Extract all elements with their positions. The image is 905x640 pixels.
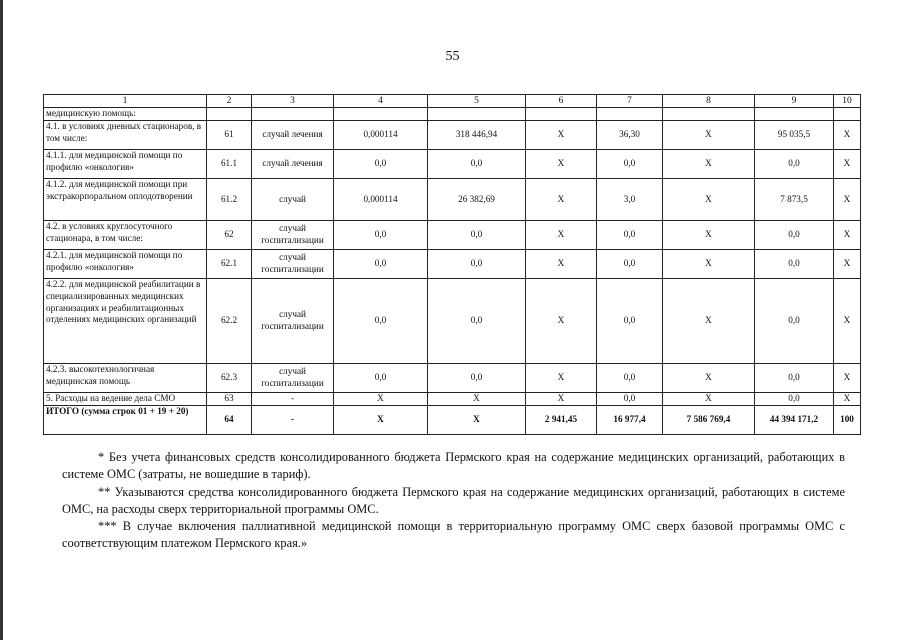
table-cell: X [334,393,428,406]
table-cell: 44 394 171,2 [755,405,834,434]
header-cell: 5 [428,95,526,108]
table-cell: 0,0 [597,221,663,250]
table-cell: 3,0 [597,179,663,221]
header-cell: 4 [334,95,428,108]
header-cell: 2 [207,95,252,108]
footnotes [62,449,845,553]
row-label: 4.1.2. для медицинской помощи при экстракорпоральном оплодотворении [44,179,207,221]
table-row [44,121,861,150]
financing-table [43,94,861,435]
table-cell: 0,0 [428,150,526,179]
header-cell: 3 [252,95,334,108]
footnote-1: * Без учета финансовых средств консолидированного бюджета Пермского края на содержание медицинских организаций, работающих в системе ОМС (затраты, не вошедшие в тариф). [62,450,845,482]
table-cell: X [526,393,597,406]
table-cell: X [663,279,755,364]
table-cell: 0,0 [597,250,663,279]
table-cell: случай лечения [252,121,334,150]
table-row [44,150,861,179]
table-cell: 64 [207,405,252,434]
header-cell: 9 [755,95,834,108]
table-cell: 61.2 [207,179,252,221]
table-cell: X [526,279,597,364]
row-label: 5. Расходы на ведение дела СМО [44,393,207,406]
table-cell: случай лечения [252,150,334,179]
table-cell: - [252,393,334,406]
table-cell: 0,0 [334,221,428,250]
table-cell: X [663,150,755,179]
footnote-2: ** Указываются средства консолидированного бюджета Пермского края на содержание медицинских организаций, работающих в системе ОМС, на расходы сверх территориальной программы ОМС. [62,484,845,516]
table-cell: 7 873,5 [755,179,834,221]
table-cell: 0,0 [334,364,428,393]
table-cell: 0,0 [597,150,663,179]
table-cell: 61 [207,121,252,150]
table-cell: 63 [207,393,252,406]
table-cell: 0,0 [334,279,428,364]
table-cell: 0,0 [597,279,663,364]
table-cell: X [663,179,755,221]
table-cell: 0,0 [597,364,663,393]
table-header-row [44,95,861,108]
table-cell: 62.1 [207,250,252,279]
table-cell: 16 977,4 [597,405,663,434]
table-cell: 0,0 [428,364,526,393]
table-row-intro [44,108,861,121]
table-cell: X [834,121,861,150]
table-cell: X [834,393,861,406]
row-label: 4.2.2. для медицинской реабилитации в специализированных медицинских организациях и реабилитационных отделениях медицинских организаций [44,279,207,364]
table-cell: 0,0 [334,250,428,279]
table-cell: X [663,221,755,250]
row-label: медицинскую помощь: [44,108,207,121]
table-cell: X [834,150,861,179]
row-label: 4.1.1. для медицинской помощи по профилю «онкология» [44,150,207,179]
header-cell: 10 [834,95,861,108]
table-cell: 0,0 [334,150,428,179]
table-cell: 2 941,45 [526,405,597,434]
table-cell: 0,0 [755,279,834,364]
table-cell: 0,0 [597,393,663,406]
table-cell: X [334,405,428,434]
table-cell: X [526,121,597,150]
table-cell: X [834,279,861,364]
table-cell: 0,0 [428,250,526,279]
table-cell: 61.1 [207,150,252,179]
table-cell: X [428,405,526,434]
page-number: 55 [445,49,460,64]
table-cell: 7 586 769,4 [663,405,755,434]
footnote-3: *** В случае включения паллиативной медицинской помощи в территориальную программу ОМС сверх базовой программы ОМС с соответствующим платежом Пермского края.» [62,519,845,551]
table-cell: 318 446,94 [428,121,526,150]
table-row [44,221,861,250]
table-cell: 0,0 [428,221,526,250]
row-label: ИТОГО (сумма строк 01 + 19 + 20) [44,405,207,434]
table-cell: 36,30 [597,121,663,150]
table-cell: - [252,405,334,434]
table-cell: X [428,393,526,406]
table-body [44,95,861,435]
row-label: 4.2.3. высокотехнологичная медицинская помощь [44,364,207,393]
table-cell: X [834,250,861,279]
table-cell: X [834,179,861,221]
table-cell: 95 035,5 [755,121,834,150]
table-cell: 100 [834,405,861,434]
table-cell: X [526,364,597,393]
table-cell: X [526,221,597,250]
table-cell: 0,0 [755,221,834,250]
table-row [44,364,861,393]
table-cell: X [526,179,597,221]
table-row [44,279,861,364]
header-cell: 6 [526,95,597,108]
row-label: 4.1. в условиях дневных стационаров, в том числе: [44,121,207,150]
table-cell: X [526,250,597,279]
table-cell: 62.3 [207,364,252,393]
header-cell: 8 [663,95,755,108]
table-cell: 0,0 [755,364,834,393]
table-cell: 0,0 [428,279,526,364]
table-cell: X [834,364,861,393]
table-cell: X [663,121,755,150]
table-cell: X [663,364,755,393]
table-row [44,405,861,434]
row-label: 4.2. в условиях круглосуточного стационара, в том числе: [44,221,207,250]
header-cell: 1 [44,95,207,108]
header-cell: 7 [597,95,663,108]
table-row [44,179,861,221]
row-label: 4.2.1. для медицинской помощи по профилю «онкология» [44,250,207,279]
table-row [44,393,861,406]
table-cell: случай госпитализации [252,250,334,279]
page-edge [0,0,3,640]
table-cell: случай [252,179,334,221]
table-cell: 0,000114 [334,179,428,221]
table-cell: X [834,221,861,250]
table-cell: 0,0 [755,150,834,179]
table-cell: 0,000114 [334,121,428,150]
table-row [44,250,861,279]
table-cell: X [663,250,755,279]
table-cell: X [526,150,597,179]
table-cell: 62 [207,221,252,250]
table-cell: случай госпитализации [252,279,334,364]
table-cell: случай госпитализации [252,221,334,250]
table-cell: 26 382,69 [428,179,526,221]
table-cell: 0,0 [755,250,834,279]
table-cell: 0,0 [755,393,834,406]
table-cell: случай госпитализации [252,364,334,393]
table-cell: 62.2 [207,279,252,364]
table-cell: X [663,393,755,406]
